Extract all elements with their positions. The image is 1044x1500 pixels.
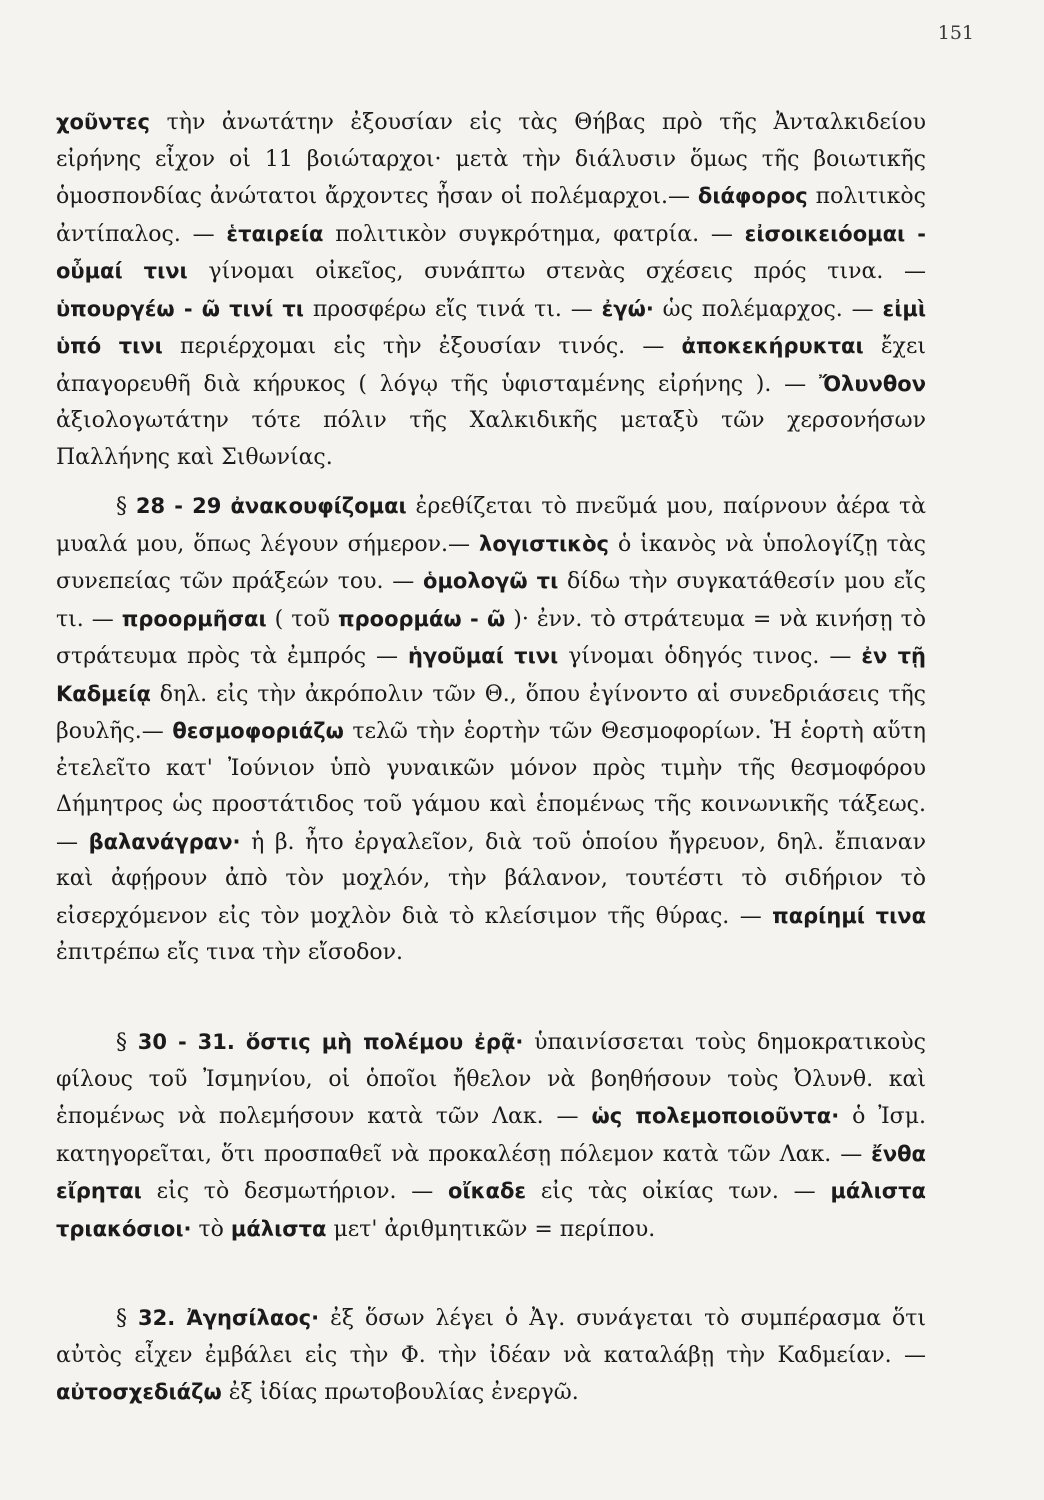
gloss-text: ἀξιολογωτάτην τότε πόλιν τῆς Χαλκιδικῆς μεταξὺ τῶν χερσονήσων Παλλήνης καὶ Σιθωνίας. [56,408,926,470]
glossary-term: οἴκαδε [448,1179,527,1203]
gloss-text: εἰς τὸ δεσμωτήριον. — [141,1179,449,1204]
glossary-term: Ὄλυνθον [818,371,926,396]
page-number: 151 [937,22,974,44]
gloss-text: δηλ. εἰς τὴν ἀκρόπολιν τῶν Θ., ὅπου ἐγίνοντο αἱ συνεδριάσεις τῆς βουλῆς.— [56,681,926,744]
glossary-term: ὁμολογῶ τι [423,569,559,593]
gloss-text: ὁ Ἰσμ. κατηγορεῖται, ὅτι προσπαθεῖ νὰ προκαλέσῃ πόλεμον κατὰ τῶν Λακ. — [56,1104,926,1167]
gloss-text: ὑπαινίσσεται τοὺς δημοκρατικοὺς φίλους τοῦ Ἰσμηνίου, οἱ ὁποῖοι ἤθελον νὰ βοηθήσουν τοὺς Ὀλυνθ. καὶ ἑπομένως νὰ πολεμήσουν κατὰ τῶν Λακ. — [56,1030,926,1129]
paragraph-2 [56,488,926,972]
gloss-text: τὴν ἀνωτάτην ἐξουσίαν εἰς τὰς Θήβας πρὸ τῆς Ἀνταλκιδείου εἰρήνης εἶχον οἱ 11 βοιώταρχοι· μετὰ τὴν διάλυσιν ὅμως τῆς βοιωτικῆς ὁμοσπονδίας ἀνώτατοι ἄρχοντες ἦσαν οἱ πολέμαρχοι.— [56,110,926,209]
glossary-term: μάλιστα [230,1216,327,1241]
gloss-text: τελῶ τὴν ἑορτὴν τῶν Θεσμοφορίων. Ἡ ἑορτὴ αὕτη ἐτελεῖτο κατ' Ἰούνιον ὑπὸ γυναικῶν μόνον πρὸς τιμὴν τῆς θεσμοφόρου Δήμητρος ὡς προστάτιδος τοῦ γάμου καὶ ἑπομένως τῆς κοινωνικῆς τάξεως. — [56,719,926,855]
glossary-term: ἀποκεκήρυκται [681,334,864,358]
gloss-text: ἐξ ἰδίας πρωτοβουλίας ἐνεργῶ. [221,1380,579,1405]
gloss-text: γίνομαι οἰκεῖος, συνάπτω στενὰς σχέσεις πρός τινα. — [187,259,926,284]
glossary-term: διάφορος [697,184,808,208]
gloss-text: γίνομαι ὁδηγός τινος. — [558,644,862,669]
glossary-term: ἐγώ· [601,296,654,321]
gloss-text: § [116,1306,138,1331]
glossary-term: ὡς πολεμοποιοῦντα· [591,1104,840,1128]
glossary-term: αὐτοσχεδιάζω [56,1380,222,1404]
glossary-term: εἰμὶ ὑπό τινι [56,296,927,358]
gloss-text: περιέρχομαι εἰς τὴν ἐξουσίαν τινός. — [162,334,682,359]
glossary-term: ἡγοῦμαί τινι [407,644,559,668]
glossary-term: ὑπουργέω - ῶ τινί τι [56,296,304,321]
glossary-term: ἔνθα εἴρηται [56,1141,926,1203]
glossary-term: προορμῆσαι [121,606,267,631]
gloss-text: πολιτικὸν συγκρότημα, φατρία. — [323,221,745,247]
gloss-text: § [116,494,136,519]
gloss-text: τὸ [191,1216,231,1242]
gloss-text: προσφέρω εἴς τινά τι. — [303,296,602,322]
gloss-text: ὁ ἱκανὸς νὰ ὑπολογίζῃ τὰς συνεπείας τῶν πράξεών του. — [56,531,927,594]
glossary-term: εἰσοικειόομαι - οὖμαί τινι [56,221,927,283]
gloss-text: μετ' ἀριθμητικῶν = περίπου. [326,1216,656,1242]
glossary-term: θεσμοφοριάζω [172,719,344,743]
gloss-text: εἰς τὰς οἰκίας των. — [526,1179,831,1204]
gloss-text: ( τοῦ [266,606,339,632]
gloss-text: § [116,1030,138,1055]
gloss-text: ἡ β. ἦτο ἐργαλεῖον, διὰ τοῦ ὁποίου ἤγρευον, δηλ. ἔπιαναν καὶ ἀφῄρουν ἀπὸ τὸν μοχλόν, τὴν βάλανον, τουτέστι τὸ σιδήριον τὸ εἰσερχόμενον εἰς τὸν μοχλὸν διὰ τὸ κλείσιμον τῆς θύρας. — [56,829,926,929]
gloss-text: )· ἐνν. τὸ στράτευμα = νὰ κινήσῃ τὸ στράτευμα πρὸς τὰ ἐμπρός — [56,606,926,669]
gloss-text: ὡς πολέμαρχος. — [653,296,883,322]
glossary-term: 30 - 31. ὅστις μὴ πολέμου ἐρᾷ· [137,1030,524,1054]
glossary-term: βαλανάγραν· [88,829,241,854]
gloss-text: ἔχει ἀπαγορευθῆ διὰ κήρυκος ( λόγῳ τῆς ὑφισταμένης εἰρήνης ). — [56,334,926,397]
glossary-term: ἐν τῇ Καδμείᾳ [56,644,926,706]
gloss-text: πολιτικὸς ἀντίπαλος. — [56,184,926,247]
glossary-term: ἑταιρεία [226,221,324,246]
glossary-term: λογιστικὸς [479,531,609,556]
glossary-term: παρίημί τινα [772,903,926,928]
paragraph-1 [56,104,926,476]
gloss-text: ἐπιτρέπω εἴς τινα τὴν εἴσοδον. [56,940,404,965]
glossary-term: 32. Ἀγησίλαος· [137,1306,320,1330]
gloss-text: ἐξ ὅσων λέγει ὁ Ἀγ. συνάγεται τὸ συμπέρασμα ὅτι αὐτὸς εἶχεν ἐμβάλει εἰς τὴν Φ. τὴν ἰδέαν νὰ καταλάβῃ τὴν Καδμείαν. — [56,1306,926,1368]
glossary-term: 28 - 29 ἀνακουφίζομαι [135,494,407,518]
glossary-term: προορμάω - ῶ [338,606,506,631]
gloss-text: ἐρεθίζεται τὸ πνεῦμά μου, παίρνουν ἀέρα τὰ μυαλά μου, ὅπως λέγουν σήμερον.— [56,494,926,557]
paragraph-3 [56,1024,926,1248]
glossary-term: μάλιστα τριακόσιοι· [56,1179,926,1241]
paragraph-4 [56,1300,926,1412]
gloss-text: δίδω τὴν συγκατάθεσίν μου εἴς τι. — [56,569,927,632]
glossary-term: χοῦντες [56,110,150,134]
